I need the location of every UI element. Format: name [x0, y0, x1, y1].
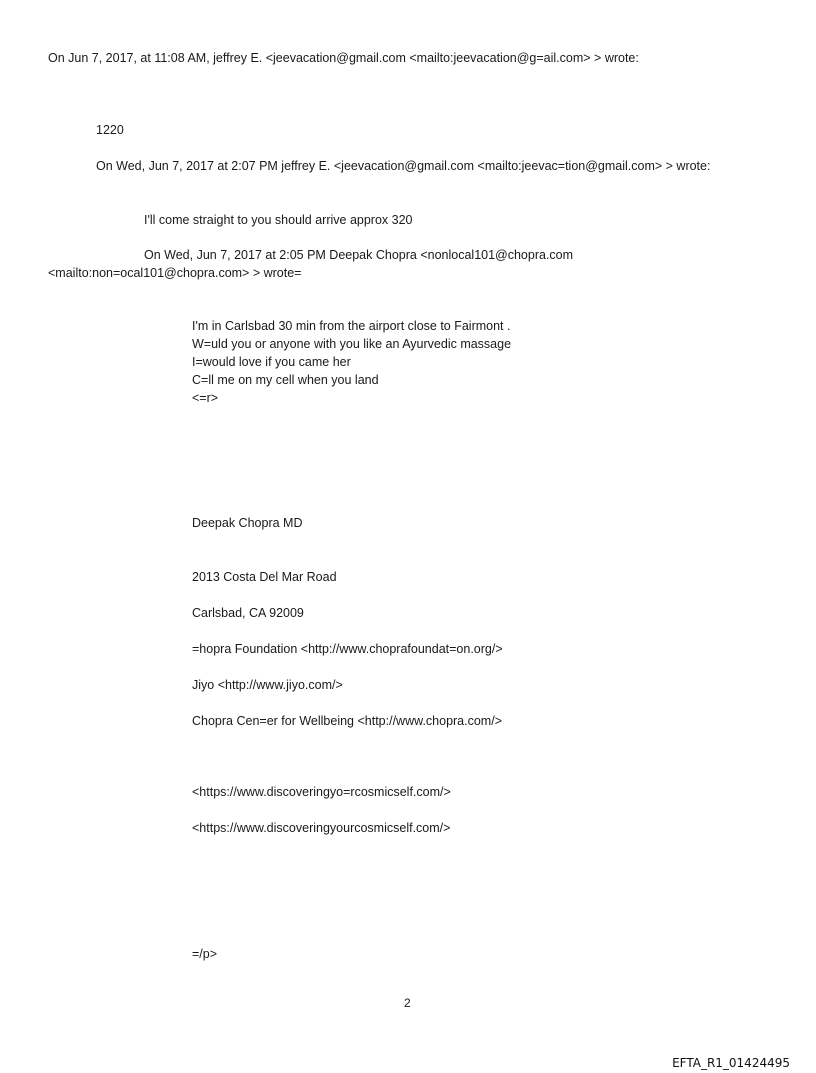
body-line: <=r>: [192, 391, 219, 405]
message-body: [192, 317, 511, 407]
reply-text-1220: 1220: [96, 123, 124, 137]
email-header-2: On Wed, Jun 7, 2017 at 2:07 PM jeffrey E. <jeevacation@gmail.com <mailto:jeevac=tion@gmail.com> > wrote:: [96, 159, 711, 173]
page-number: 2: [404, 996, 411, 1010]
signature-jiyo-link: Jiyo <http://www.jiyo.com/>: [192, 678, 343, 692]
signature-foundation-link: =hopra Foundation <http://www.choprafoundat=on.org/>: [192, 642, 503, 656]
closing-tag-text: =/p>: [192, 947, 218, 961]
email-header-3-line-2: <mailto:non=ocal101@chopra.com> > wrote=: [48, 266, 302, 280]
signature-city: Carlsbad, CA 92009: [192, 606, 304, 620]
body-line: I'm in Carlsbad 30 min from the airport close to Fairmont .: [192, 319, 511, 333]
email-header-1: On Jun 7, 2017, at 11:08 AM, jeffrey E. <jeevacation@gmail.com <mailto:jeevacation@g=ail.com> > wrote:: [48, 51, 639, 65]
signature-cosmic-link-1: <https://www.discoveringyo=rcosmicself.com/>: [192, 785, 451, 799]
document-id: EFTA_R1_01424495: [672, 1056, 790, 1070]
signature-center-link: Chopra Cen=er for Wellbeing <http://www.chopra.com/>: [192, 714, 502, 728]
signature-cosmic-link-2: <https://www.discoveringyourcosmicself.com/>: [192, 821, 451, 835]
body-line: C=ll me on my cell when you land: [192, 373, 379, 387]
body-line: W=uld you or anyone with you like an Ayurvedic massage: [192, 337, 512, 351]
reply-message: I'll come straight to you should arrive approx 320: [144, 213, 413, 227]
email-header-3-line-1: On Wed, Jun 7, 2017 at 2:05 PM Deepak Chopra <nonlocal101@chopra.com: [144, 248, 574, 262]
signature-street: 2013 Costa Del Mar Road: [192, 570, 337, 584]
body-line: I=would love if you came her: [192, 355, 351, 369]
signature-name: Deepak Chopra MD: [192, 516, 303, 530]
